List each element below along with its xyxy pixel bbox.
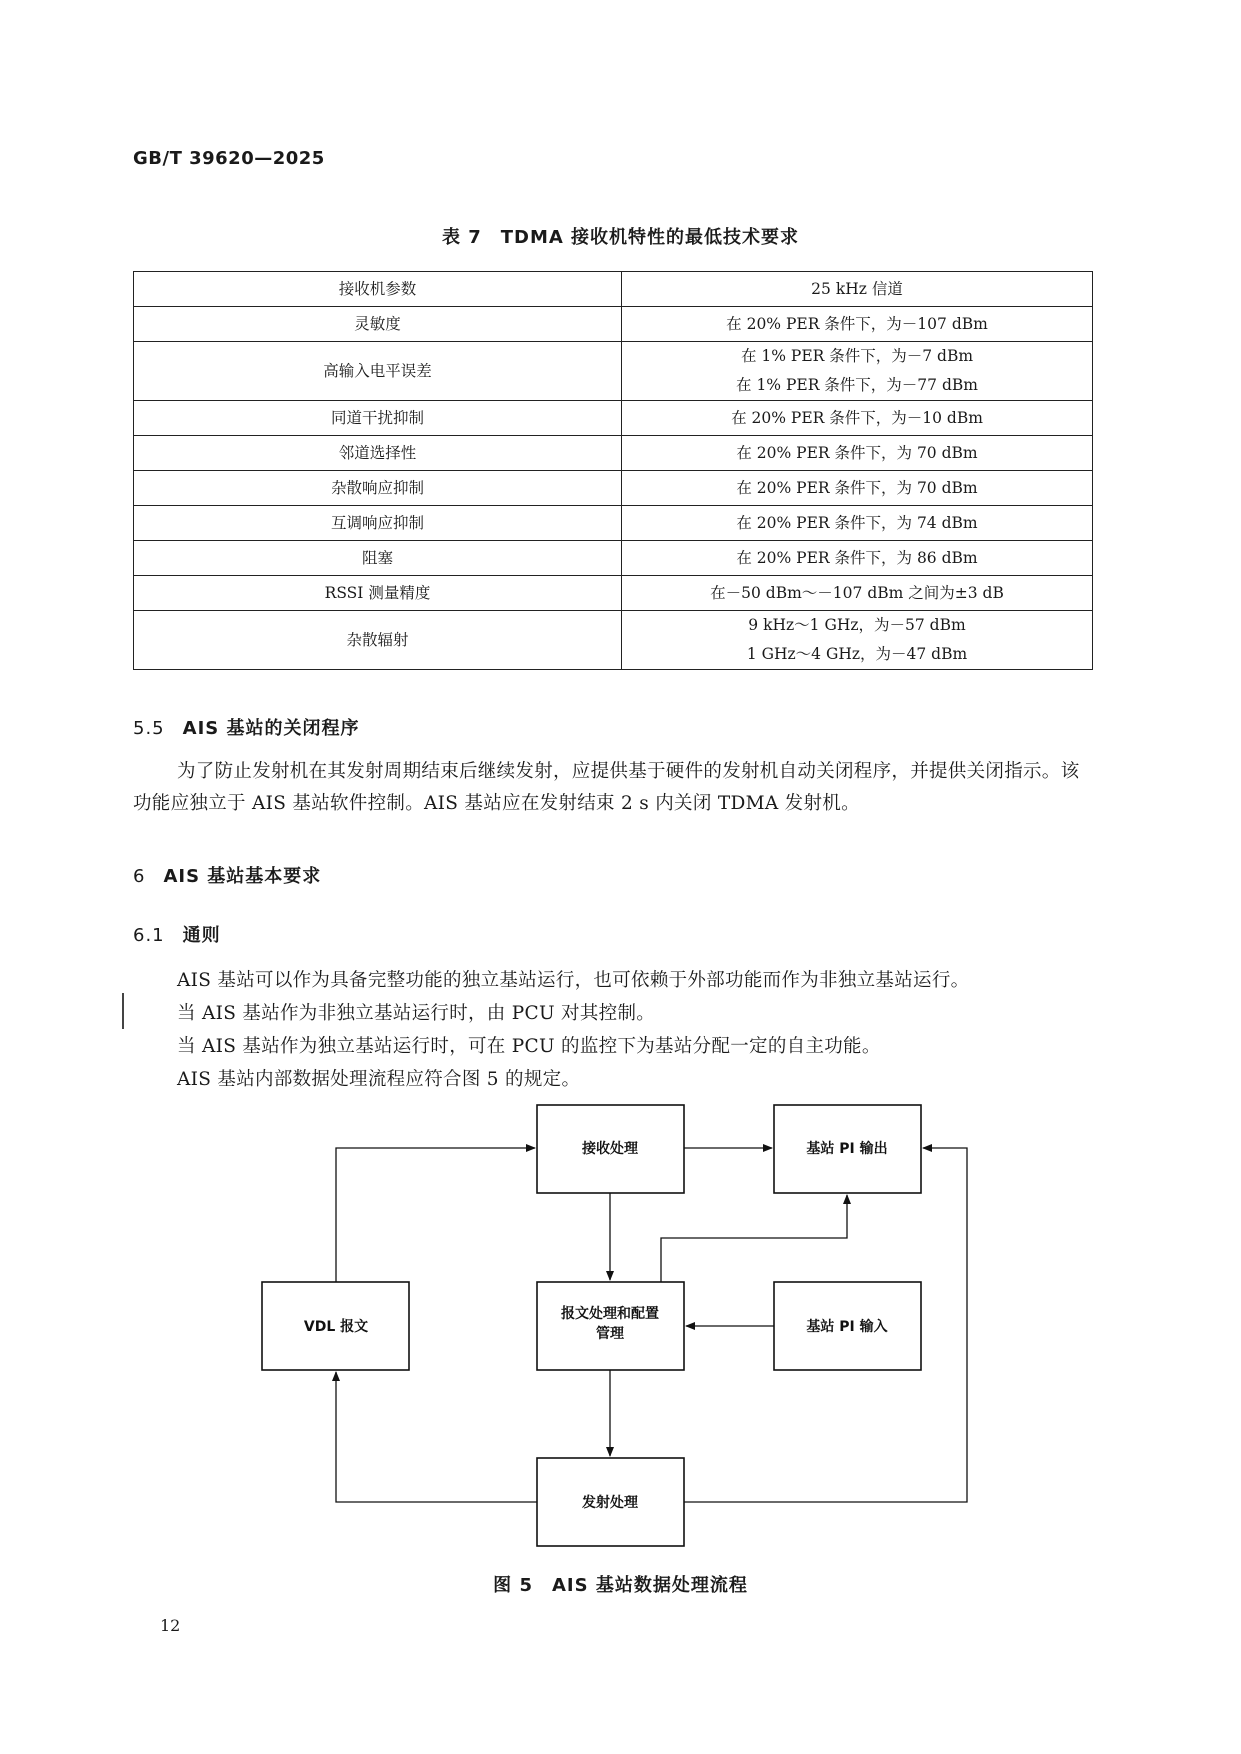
value-line: 在 1% PER 条件下，为－7 dBm <box>740 347 974 365</box>
param-cell: 同道干扰抑制 <box>134 401 622 436</box>
pi-output-label: 基站 PI 输出 <box>806 1141 888 1157</box>
param-cell: 灵敏度 <box>134 307 622 342</box>
value-cell: 在 20% PER 条件下，为 70 dBm <box>622 471 1093 506</box>
value-line: 1 GHz～4 GHz，为－47 dBm <box>746 645 968 663</box>
pi-input-label: 基站 PI 输入 <box>806 1319 888 1335</box>
value-line: 在 1% PER 条件下，为－77 dBm <box>736 376 978 394</box>
value-cell: 在 20% PER 条件下，为 86 dBm <box>622 541 1093 576</box>
message-processing-label: 报文处理和配置 <box>561 1306 659 1322</box>
transmit-process-label: 发射处理 <box>582 1495 638 1511</box>
param-cell: RSSI 测量精度 <box>134 576 622 611</box>
message-processing-label: 管理 <box>596 1326 624 1342</box>
flow-arrow-transmit-to-vdl <box>336 1372 537 1502</box>
value-cell: 在－50 dBm～－107 dBm 之间为±3 dB <box>622 576 1093 611</box>
table-title: 表 7 TDMA 接收机特性的最低技术要求 <box>441 227 800 248</box>
section-5-5-paragraph: 为了防止发射机在其发射周期结束后继续发射，应提供基于硬件的发射机自动关闭程序，并提供关闭指示。该功能应独立于 AIS 基站软件控制。AIS 基站应在发射结束 2 s 内关闭 TDMA 发射机。 <box>133 761 1080 814</box>
value-cell: 在 20% PER 条件下，为 74 dBm <box>622 506 1093 541</box>
section-title: AIS 基站基本要求 <box>163 866 322 887</box>
param-cell: 阻塞 <box>134 541 622 576</box>
param-cell: 邻道选择性 <box>134 436 622 471</box>
param-cell: 高输入电平误差 <box>134 342 622 401</box>
value-cell: 在 20% PER 条件下，为 70 dBm <box>622 436 1093 471</box>
receive-process-label: 接收处理 <box>582 1141 638 1157</box>
value-cell: 在 20% PER 条件下，为－107 dBm <box>622 307 1093 342</box>
column-header-channel: 25 kHz 信道 <box>622 272 1093 307</box>
paragraph: AIS 基站内部数据处理流程应符合图 5 的规定。 <box>177 1069 581 1090</box>
param-cell: 互调响应抑制 <box>134 506 622 541</box>
value-line: 9 kHz～1 GHz，为－57 dBm <box>748 616 966 634</box>
value-cell: 在 20% PER 条件下，为－10 dBm <box>622 401 1093 436</box>
vdl-message-label: VDL 报文 <box>303 1319 369 1335</box>
section-number: 6 <box>133 866 146 887</box>
param-cell: 杂散辐射 <box>134 611 622 670</box>
page-number: 12 <box>160 1616 181 1635</box>
paragraph: 当 AIS 基站作为独立基站运行时，可在 PCU 的监控下为基站分配一定的自主功能。 <box>177 1036 881 1057</box>
paragraph: AIS 基站可以作为具备完整功能的独立基站运行，也可依赖于外部功能而作为非独立基站运行。 <box>177 970 970 991</box>
section-title: 通则 <box>182 925 221 946</box>
section-number: 5.5 <box>133 718 165 739</box>
section-number: 6.1 <box>133 925 165 946</box>
figure-title: 图 5 AIS 基站数据处理流程 <box>493 1575 748 1596</box>
section-title: AIS 基站的关闭程序 <box>182 718 360 739</box>
paragraph: 当 AIS 基站作为非独立基站运行时，由 PCU 对其控制。 <box>177 1003 656 1024</box>
param-cell: 杂散响应抑制 <box>134 471 622 506</box>
flow-arrow-vdl-to-receive <box>336 1148 535 1282</box>
column-header-parameter: 接收机参数 <box>134 272 622 307</box>
standard-number: GB/T 39620—2025 <box>133 148 325 169</box>
flow-arrow-processing-to-pi-output <box>661 1195 847 1282</box>
